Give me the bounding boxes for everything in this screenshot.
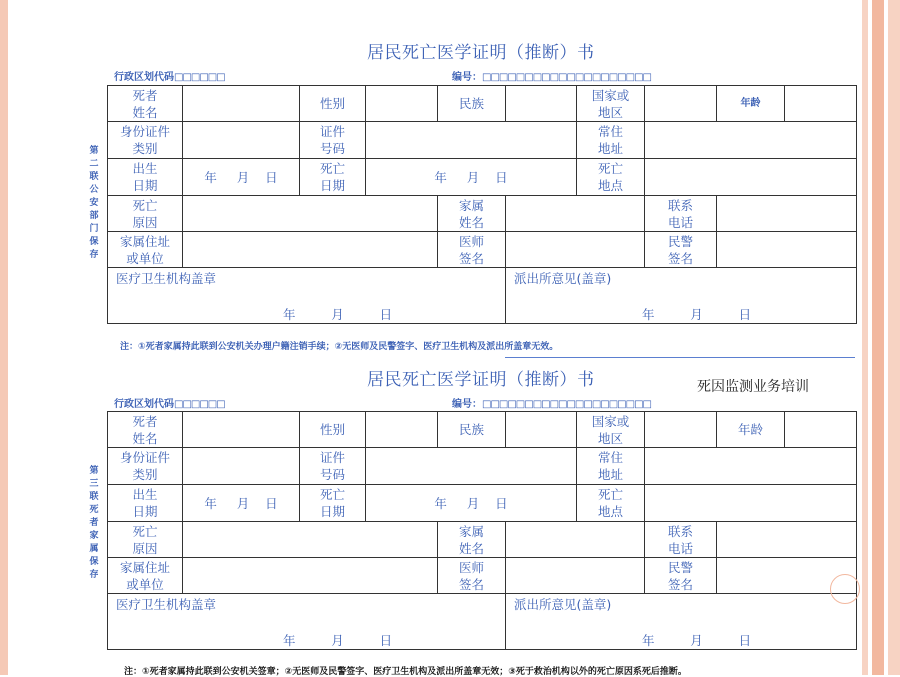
label-death-date: 死亡 日期 <box>300 159 366 196</box>
value-death-place[interactable] <box>645 159 857 196</box>
value-doctor-sign[interactable] <box>506 558 645 594</box>
label-deceased-name: 死者 姓名 <box>108 412 183 448</box>
value-death-cause[interactable] <box>183 522 438 558</box>
label-ethnicity: 民族 <box>438 86 506 122</box>
label-police-sign: 民警 签名 <box>645 232 717 268</box>
value-deceased-name[interactable] <box>183 86 300 122</box>
value-death-date[interactable]: 年 月 日 <box>366 485 577 522</box>
label-nationality: 国家或 地区 <box>577 86 645 122</box>
right-decor-stripes <box>862 0 900 675</box>
value-residence[interactable] <box>645 122 857 159</box>
value-nationality[interactable] <box>645 412 717 448</box>
label-age: 年龄 <box>717 86 785 122</box>
training-caption: 死因监测业务培训 <box>697 379 809 395</box>
value-death-date[interactable]: 年 月 日 <box>366 159 577 196</box>
value-ethnicity[interactable] <box>506 412 577 448</box>
label-birth-date: 出生 日期 <box>108 159 183 196</box>
value-id-number[interactable] <box>366 448 577 485</box>
value-deceased-name[interactable] <box>183 412 300 448</box>
label-age: 年龄 <box>717 412 785 448</box>
value-birth-date[interactable]: 年 月 日 <box>183 159 300 196</box>
serial-number-copy3: 编号：□□□□□□□□□□□□□□□□□□□□ <box>452 399 651 410</box>
side-label-copy3: 第三联 死者家属保存 <box>89 466 99 580</box>
value-contact-phone[interactable] <box>717 522 857 558</box>
label-doctor-sign: 医师 签名 <box>438 232 506 268</box>
value-death-place[interactable] <box>645 485 857 522</box>
label-ethnicity: 民族 <box>438 412 506 448</box>
value-nationality[interactable] <box>645 86 717 122</box>
value-gender[interactable] <box>366 412 438 448</box>
label-residence: 常住 地址 <box>577 122 645 159</box>
label-id-type: 身份证件 类别 <box>108 448 183 485</box>
label-id-number: 证件 号码 <box>300 122 366 159</box>
value-id-number[interactable] <box>366 122 577 159</box>
serial-number-copy2: 编号：□□□□□□□□□□□□□□□□□□□□ <box>452 72 651 83</box>
value-family-address[interactable] <box>183 558 438 594</box>
label-id-number: 证件 号码 <box>300 448 366 485</box>
label-family-name: 家属 姓名 <box>438 522 506 558</box>
value-death-cause[interactable] <box>183 196 438 232</box>
label-family-name: 家属 姓名 <box>438 196 506 232</box>
label-deceased-name: 死者 姓名 <box>108 86 183 122</box>
label-death-place: 死亡 地点 <box>577 159 645 196</box>
value-birth-date[interactable]: 年 月 日 <box>183 485 300 522</box>
label-death-cause: 死亡 原因 <box>108 196 183 232</box>
label-contact-phone: 联系 电话 <box>645 522 717 558</box>
value-ethnicity[interactable] <box>506 86 577 122</box>
value-family-name[interactable] <box>506 522 645 558</box>
value-family-address[interactable] <box>183 232 438 268</box>
left-decor-bar <box>0 0 8 675</box>
label-family-address: 家属住址 或单位 <box>108 232 183 268</box>
value-id-type[interactable] <box>183 448 300 485</box>
label-id-type: 身份证件 类别 <box>108 122 183 159</box>
decor-circle <box>830 574 860 604</box>
value-contact-phone[interactable] <box>717 196 857 232</box>
label-family-address: 家属住址 或单位 <box>108 558 183 594</box>
value-doctor-sign[interactable] <box>506 232 645 268</box>
label-death-place: 死亡 地点 <box>577 485 645 522</box>
form-table-copy2 <box>107 85 857 324</box>
value-age[interactable] <box>785 412 857 448</box>
medical-seal-area[interactable]: 医疗卫生机构盖章 年 月 日 <box>108 268 506 324</box>
value-family-name[interactable] <box>506 196 645 232</box>
label-nationality: 国家或 地区 <box>577 412 645 448</box>
form-title-copy2: 居民死亡医学证明（推断）书 <box>367 43 595 63</box>
note-copy2: 注：①死者家属持此联到公安机关办理户籍注销手续；②无医师及民警签字、医疗卫生机构及派出所盖章无效。 <box>120 342 559 352</box>
value-gender[interactable] <box>366 86 438 122</box>
note-copy3: 注：①死者家属持此联到公安机关签章；②无医师及民警签字、医疗卫生机构及派出所盖章无效；③死于救治机构以外的死亡原因系死后推断。 <box>124 667 687 677</box>
form-title-copy3: 居民死亡医学证明（推断）书 <box>367 370 595 390</box>
value-age[interactable] <box>785 86 857 122</box>
medical-seal-area[interactable]: 医疗卫生机构盖章 年 月 日 <box>108 594 506 650</box>
label-doctor-sign: 医师 签名 <box>438 558 506 594</box>
label-residence: 常住 地址 <box>577 448 645 485</box>
label-birth-date: 出生 日期 <box>108 485 183 522</box>
label-death-date: 死亡 日期 <box>300 485 366 522</box>
side-label-copy2: 第二联 公安部门保存 <box>89 146 99 260</box>
police-station-seal-area[interactable]: 派出所意见(盖章) 年 月 日 <box>506 594 857 650</box>
value-id-type[interactable] <box>183 122 300 159</box>
label-gender: 性别 <box>300 86 366 122</box>
label-contact-phone: 联系 电话 <box>645 196 717 232</box>
region-code-copy2: 行政区划代码□□□□□□ <box>114 72 225 83</box>
police-station-seal-area[interactable]: 派出所意见(盖章) 年 月 日 <box>506 268 857 324</box>
label-gender: 性别 <box>300 412 366 448</box>
form-table-copy3 <box>107 411 857 650</box>
region-code-copy3: 行政区划代码□□□□□□ <box>114 399 225 410</box>
value-police-sign[interactable] <box>717 232 857 268</box>
value-residence[interactable] <box>645 448 857 485</box>
divider-line <box>505 357 855 358</box>
label-police-sign: 民警 签名 <box>645 558 717 594</box>
label-death-cause: 死亡 原因 <box>108 522 183 558</box>
